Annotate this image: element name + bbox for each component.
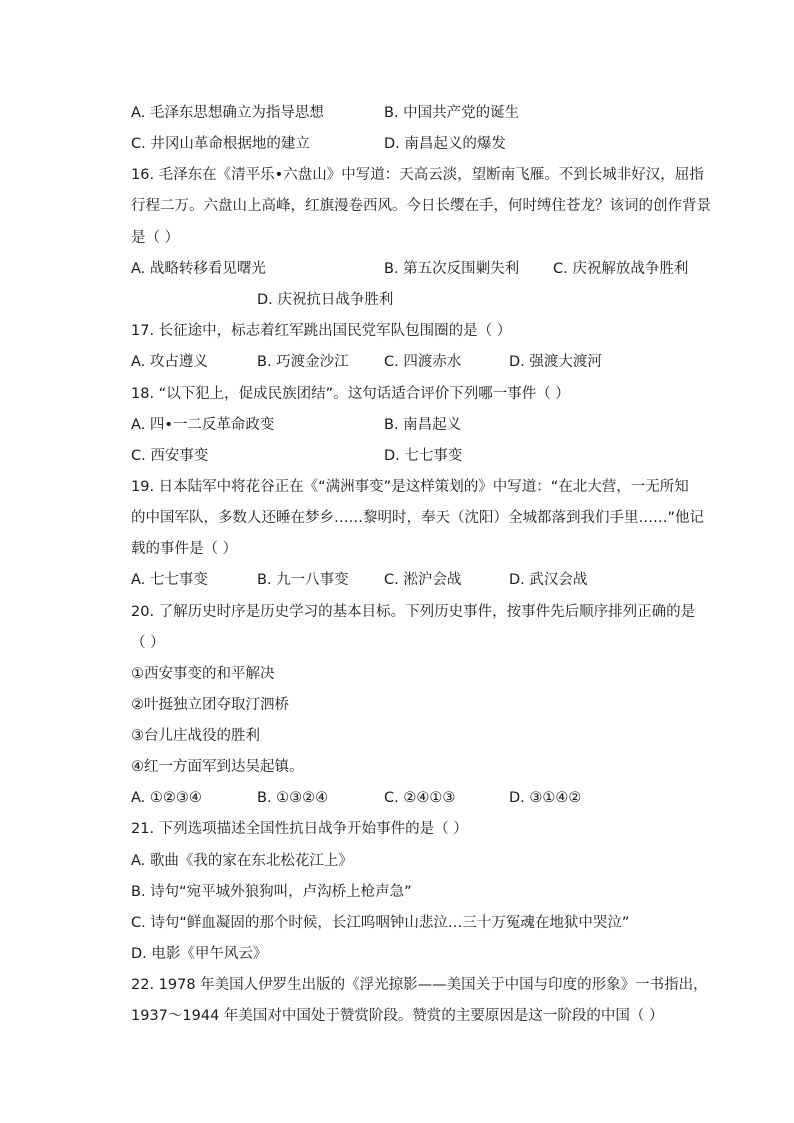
q16-stem-line2: 行程二万。六盘山上高峰，红旗漫卷西风。今日长缨在手，何时缚住苍龙？该词的创作背景 <box>131 198 711 214</box>
q20-item-3: ③台儿庄战役的胜利 <box>131 728 260 744</box>
q17-stem: 17. 长征途中，标志着红军跳出国民党军队包围圈的是（ ） <box>131 323 512 339</box>
prev-option-c: C. 井冈山革命根据地的建立 <box>131 136 310 152</box>
q20-stem-line2: （ ） <box>131 635 165 651</box>
q19-stem-line3: 载的事件是（ ） <box>131 541 238 557</box>
q20-option-d: D. ③①④② <box>509 790 582 806</box>
q18-option-c: C. 西安事变 <box>131 448 209 464</box>
q21-option-c: C. 诗句“鲜血凝固的那个时候，长江呜咽钟山悲泣…三十万冤魂在地狱中哭泣” <box>131 915 630 931</box>
q20-item-1: ①西安事变的和平解决 <box>131 666 275 682</box>
q22-stem-line1: 22. 1978 年美国人伊罗生出版的《浮光掠影——美国关于中国与印度的形象》一书指出， <box>131 977 708 993</box>
q18-stem: 18. “以下犯上，促成民族团结”。这句话适合评价下列哪一事件（ ） <box>131 386 570 402</box>
prev-option-b: B. 中国共产党的诞生 <box>384 105 520 121</box>
q16-option-a: A. 战略转移看见曙光 <box>131 261 266 277</box>
prev-option-a: A. 毛泽东思想确立为指导思想 <box>131 105 324 121</box>
q19-stem-line1: 19. 日本陆军中将花谷正在《“满洲事变”是这样策划的》中写道：“在北大营，一无所知 <box>131 479 689 495</box>
q16-option-d: D. 庆祝抗日战争胜利 <box>257 292 394 308</box>
q19-option-a: A. 七七事变 <box>131 572 208 588</box>
q18-option-a: A. 四•一二反革命政变 <box>131 417 275 433</box>
q19-option-c: C. 淞沪会战 <box>384 572 462 588</box>
q16-option-b: B. 第五次反围剿失利 <box>384 261 520 277</box>
q21-option-a: A. 歌曲《我的家在东北松花江上》 <box>131 853 353 869</box>
q21-stem: 21. 下列选项描述全国性抗日战争开始事件的是（ ） <box>131 821 468 837</box>
q20-option-a: A. ①②③④ <box>131 790 202 806</box>
q17-option-d: D. 强渡大渡河 <box>509 354 602 370</box>
q16-option-c: C. 庆祝解放战争胜利 <box>553 261 689 277</box>
q20-option-c: C. ②④①③ <box>384 790 456 806</box>
q20-item-2: ②叶挺独立团夺取汀泗桥 <box>131 697 289 713</box>
q21-option-b: B. 诗句“宛平城外狼狗叫，卢沟桥上枪声急” <box>131 884 412 900</box>
prev-option-d: D. 南昌起义的爆发 <box>384 136 506 152</box>
q20-item-4: ④红一方面军到达吴起镇。 <box>131 759 304 775</box>
q20-stem-line1: 20. 了解历史时序是历史学习的基本目标。下列历史事件，按事件先后顺序排列正确的是 <box>131 604 696 620</box>
q17-option-a: A. 攻占遵义 <box>131 354 208 370</box>
q19-stem-line2: 的中国军队，多数人还睡在梦乡……黎明时，奉天（沈阳）全城都落到我们手里……”他记 <box>131 510 705 526</box>
q18-option-d: D. 七七事变 <box>384 448 463 464</box>
q19-option-d: D. 武汉会战 <box>509 572 588 588</box>
q21-option-d: D. 电影《甲午风云》 <box>131 946 268 962</box>
q17-option-c: C. 四渡赤水 <box>384 354 462 370</box>
q20-option-b: B. ①③②④ <box>257 790 329 806</box>
q16-stem-line3: 是（ ） <box>131 230 180 246</box>
q16-stem-line1: 16. 毛泽东在《清平乐•六盘山》中写道：天高云淡，望断南飞雁。不到长城非好汉，屈指 <box>131 167 704 183</box>
q22-stem-line2: 1937～1944 年美国对中国处于赞赏阶段。赞赏的主要原因是这一阶段的中国（ ） <box>131 1008 664 1024</box>
q17-option-b: B. 巧渡金沙江 <box>257 354 349 370</box>
q18-option-b: B. 南昌起义 <box>384 417 462 433</box>
q19-option-b: B. 九一八事变 <box>257 572 349 588</box>
